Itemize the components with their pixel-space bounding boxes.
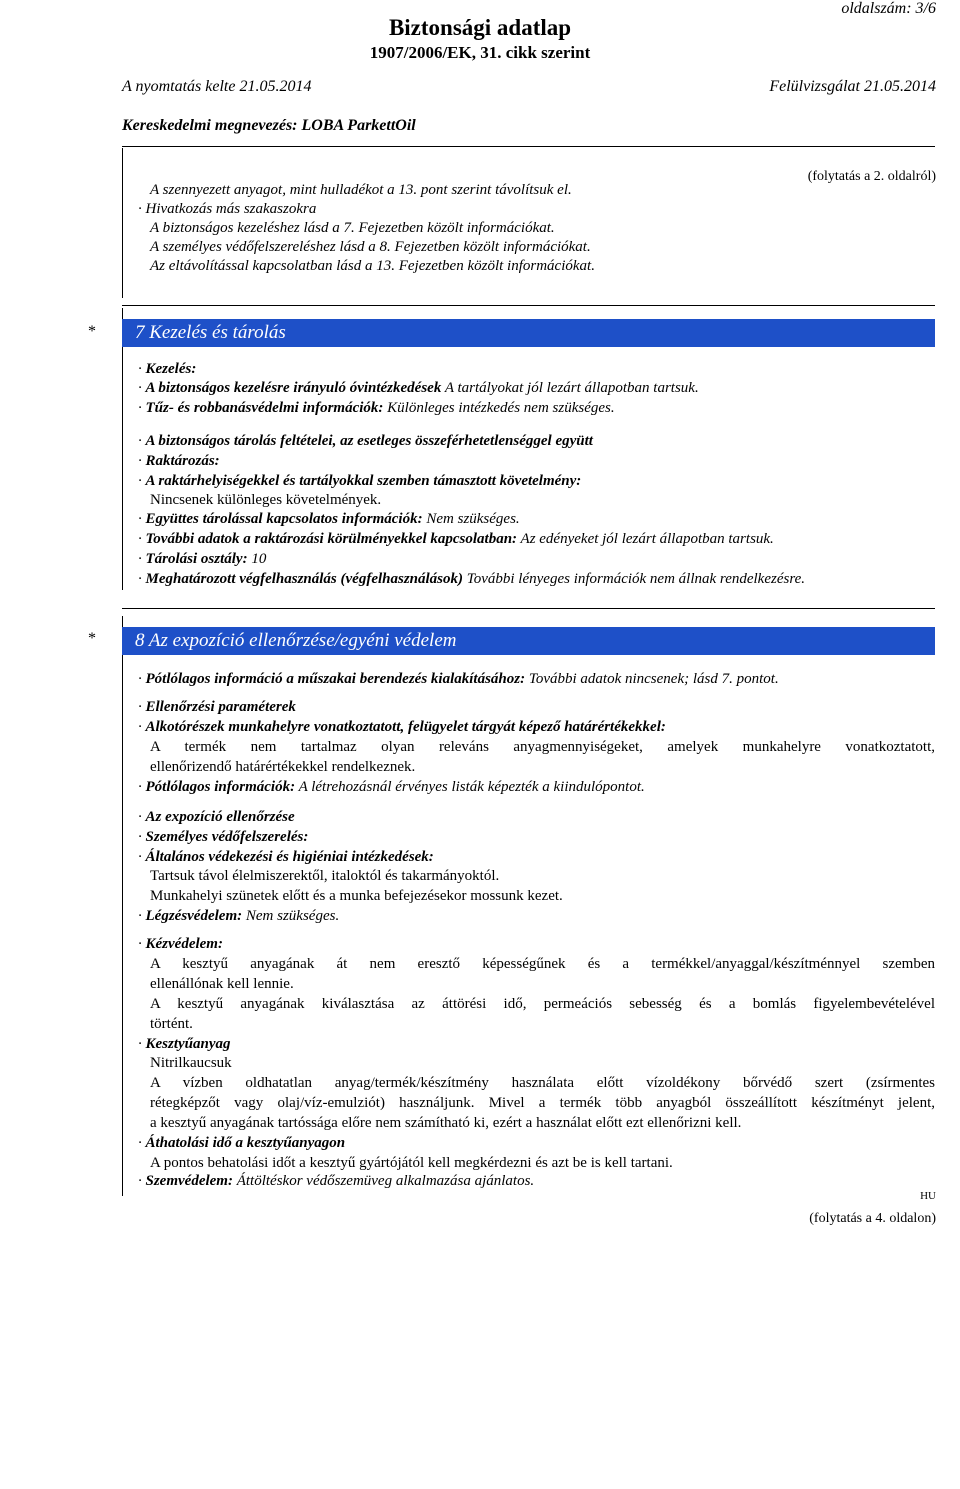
text-line [150,758,940,777]
left-margin-rule [122,148,123,298]
document-title: Biztonsági adatlap [388,15,572,40]
text-line: · Általános védekezési és higiéniai intézkedések: [138,849,434,865]
value-text: Nem szükséges. [422,511,520,527]
value-text: Nem szükséges. [242,908,340,924]
label-text: Raktározás: [145,453,220,469]
text-line [150,975,940,994]
label-text: A raktárhelyiségekkel és tartályokkal szemben támasztott követelmény: [145,473,582,489]
value-text: ellenállónak kell lennie. [150,976,294,992]
text-line: · Raktározás: [138,453,220,469]
value-text: A kesztyű anyagának kiválasztása az áttörési idő, permeációs sebesség és a bomlás figyelembevételével [150,996,935,1012]
text-line: · Kezelés: [138,361,197,377]
value-text: A kesztyű anyagának át nem eresztő képességűnek és a termékkel/anyaggal/készítménnyel szemben [150,956,935,972]
intro-line: A biztonságos kezeléshez lásd a 7. Fejezetben közölt információkat. [150,220,555,236]
text-line [150,995,935,1014]
page-number: oldalszám: 3/6 [841,0,936,17]
text-line: · A biztonságos kezelésre irányuló óvintézkedések A tartályokat jól lezárt állapotban tartsuk. [138,380,699,396]
section-8-title: 8 Az expozíció ellenőrzése/egyéni védelem [135,630,457,651]
label-text: Meghatározott végfelhasználás (végfelhasználások) [145,571,464,587]
value-text: A pontos behatolási időt a kesztyű gyártójától kell megkérdezni és azt be is kell tartani. [150,1155,673,1171]
label-text: Alkotórészek munkahelyre vonatkoztatott, felügyelet tárgyát képező határértékekkel: [145,719,666,735]
label-text: Kezelés: [145,361,197,377]
text-line: · Tűz- és robbanásvédelmi információk: Különleges intézkedés nem szükséges. [138,400,615,416]
text-line [150,955,935,974]
text-line: · Alkotórészek munkahelyre vonatkoztatott, felügyelet tárgyát képező határértékekkel: [138,719,666,735]
text-line [150,1074,935,1093]
language-code: HU [920,1190,936,1202]
section-7-title: 7 Kezelés és tárolás [135,322,286,343]
text-line [150,738,935,757]
text-line: · Légzésvédelem: Nem szükséges. [138,908,340,924]
text-line: · Kesztyűanyag [138,1036,231,1052]
text-line: · Meghatározott végfelhasználás (végfelhasználások) További lényeges információk nem állnak rendelkezésre. [138,571,806,587]
label-text: Tűz- és robbanásvédelmi információk: [145,400,384,416]
text-line: · Pótlólagos információk: A létrehozásnál érvényes listák képezték a kiindulópontot. [138,779,645,795]
document-subtitle: 1907/2006/EK, 31. cikk szerint [369,43,591,62]
text-line: · A raktárhelyiségekkel és tartályokkal szemben támasztott követelmény: [138,473,582,489]
label-text: Általános védekezési és higiéniai intézkedések: [145,849,434,865]
text-line: · Ellenőrzési paraméterek [138,699,296,715]
section-divider [122,305,935,306]
text-line [150,491,940,510]
left-margin-rule [122,308,123,590]
text-line: · További adatok a raktározási körülményekkel kapcsolatban: Az edényeket jól lezárt állapotban tartsuk. [138,531,774,547]
text-line: · Együttes tárolással kapcsolatos információk: Nem szükséges. [138,511,520,527]
section-divider [122,608,935,609]
continued-to: (folytatás a 4. oldalon) [809,1211,936,1226]
text-line: · A biztonságos tárolás feltételei, az esetleges összeférhetetlenséggel együtt [138,433,593,449]
label-text: Az expozíció ellenőrzése [145,809,295,825]
text-line [150,1054,940,1073]
value-text: a kesztyű anyagának tartóssága előre nem számítható ki, ezért a használat előtt ezt ellenőrizni kell. [150,1115,742,1131]
text-line: · Áthatolási idő a kesztyűanyagon [138,1135,346,1151]
text-line: · Az expozíció ellenőrzése [138,809,295,825]
value-text: Nitrilkaucsuk [150,1055,232,1071]
label-text: Áthatolási idő a kesztyűanyagon [145,1135,346,1151]
value-text: Áttöltéskor védőszemüveg alkalmazása ajánlatos. [232,1173,535,1189]
label-text: Légzésvédelem: [145,908,243,924]
text-line [150,1114,940,1133]
value-text: Munkahelyi szünetek előtt és a munka befejezésekor mossunk kezet. [150,888,563,904]
value-text: 10 [247,551,267,567]
text-line [150,867,940,886]
revision-star: * [88,323,96,340]
intro-line: · Hivatkozás más szakaszokra [138,201,317,217]
label-text: Szemvédelem: [145,1173,233,1189]
intro-line: A személyes védőfelszereléshez lásd a 8. Fejezetben közölt információkat. [150,239,591,255]
text-line [150,887,940,906]
value-text: rétegképzőt vagy olaj/víz-emulziót) használjunk. Mivel a termék több anyagból összeállított készítményt jelent, [150,1095,935,1111]
value-text: Különleges intézkedés nem szükséges. [383,400,615,416]
value-text: A vízben oldhatatlan anyag/termék/készítmény használata előtt vízoldékony bőrvédő szert (zsírmentes [150,1075,935,1091]
label-text: Személyes védőfelszerelés: [145,829,309,845]
text-line: · Pótlólagos információ a műszakai berendezés kialakításához: További adatok nincsenek; lásd 7. pontot. [138,671,779,687]
value-text: A termék nem tartalmaz olyan releváns anyagmennyiségeket, amelyek munkahelyre vonatkoztatott, [150,739,935,755]
label-text: Pótlólagos információk: [145,779,296,795]
text-line: · Tárolási osztály: 10 [138,551,267,567]
continued-from: (folytatás a 2. oldalról) [807,169,936,184]
value-text: A tartályokat jól lezárt állapotban tartsuk. [441,380,699,396]
text-line: · Szemvédelem: Áttöltéskor védőszemüveg alkalmazása ajánlatos. [138,1173,535,1189]
text-line [150,1094,935,1113]
left-margin-rule [122,616,123,1196]
text-line: · Kézvédelem: [138,936,223,952]
value-text: történt. [150,1016,193,1032]
value-text: ellenőrizendő határértékekkel rendelkeznek. [150,759,416,775]
print-date: A nyomtatás kelte 21.05.2014 [122,78,312,95]
label-text: Tárolási osztály: [145,551,248,567]
label-text: Együttes tárolással kapcsolatos információk: [145,511,423,527]
value-text: Tartsuk távol élelmiszerektől, italoktól és takarmányoktól. [150,868,500,884]
text-line [150,1015,940,1034]
text-line: · Személyes védőfelszerelés: [138,829,309,845]
label-text: A biztonságos tárolás feltételei, az esetleges összeférhetetlenséggel együtt [145,433,593,449]
value-text: További lényeges információk nem állnak rendelkezésre. [463,571,806,587]
label-text: A biztonságos kezelésre irányuló óvintézkedések [145,380,442,396]
value-text: Az edényeket jól lezárt állapotban tartsuk. [517,531,774,547]
header-divider [122,146,935,147]
revision-date: Felülvizsgálat 21.05.2014 [769,78,936,95]
label-text: Ellenőrzési paraméterek [145,699,296,715]
label-text: További adatok a raktározási körülményekkel kapcsolatban: [145,531,518,547]
label-text: Kézvédelem: [145,936,223,952]
value-text: Nincsenek különleges követelmények. [150,492,382,508]
intro-line: Az eltávolítással kapcsolatban lásd a 13. Fejezetben közölt információkat. [150,258,595,274]
label-text: Pótlólagos információ a műszakai berendezés kialakításához: [145,671,526,687]
text-line [150,1154,940,1173]
value-text: További adatok nincsenek; lásd 7. pontot. [525,671,779,687]
intro-line: A szennyezett anyagot, mint hulladékot a 13. pont szerint távolítsuk el. [150,182,572,198]
revision-star: * [88,630,96,647]
label-text: Kesztyűanyag [145,1036,231,1052]
value-text: A létrehozásnál érvényes listák képezték a kiindulópontot. [295,779,645,795]
trade-name: Kereskedelmi megnevezés: LOBA ParkettOil [122,117,416,134]
